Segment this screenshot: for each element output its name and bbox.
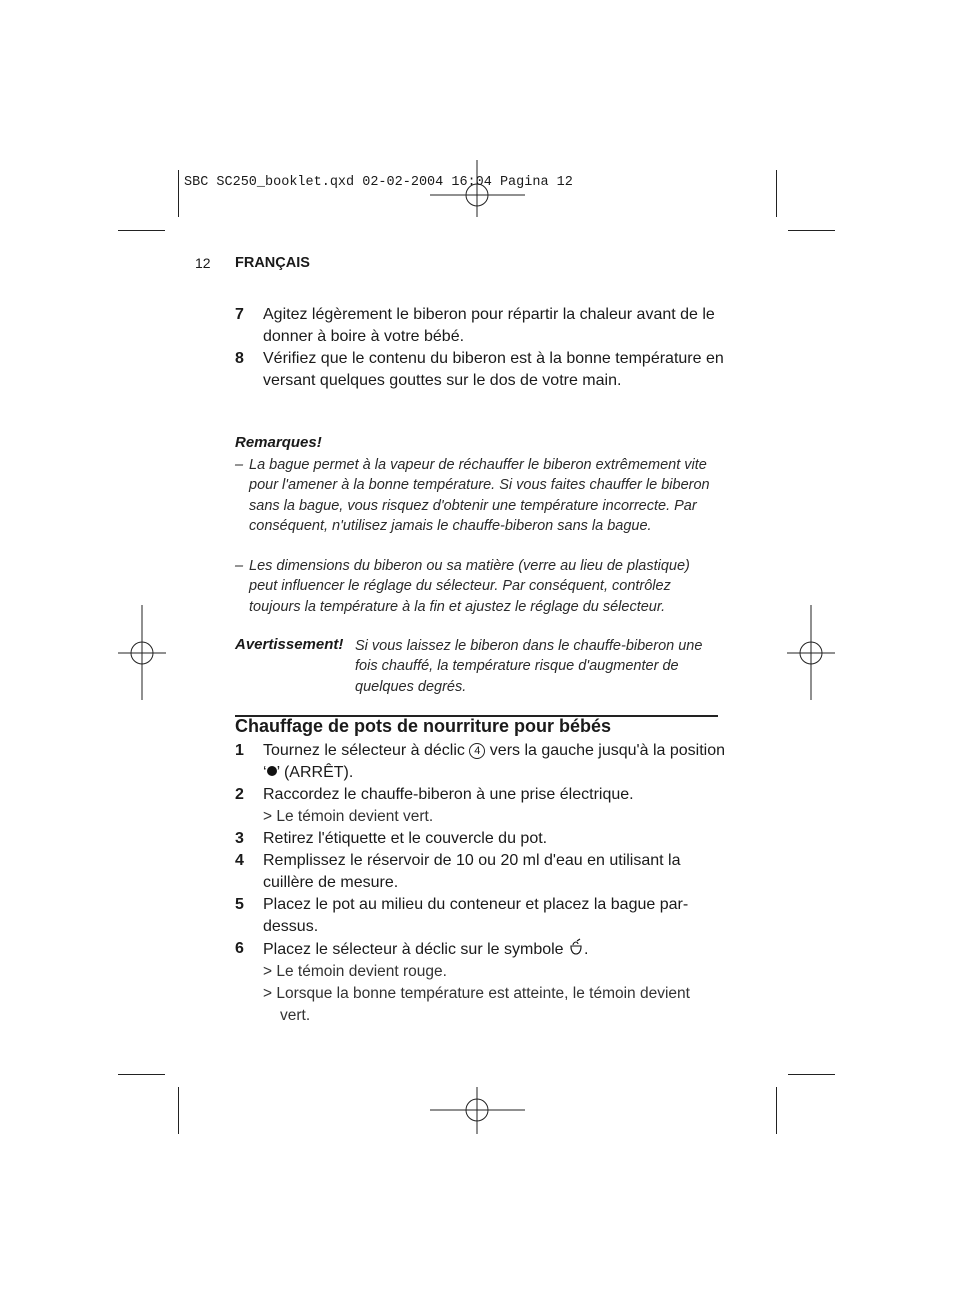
step-text-end: . (584, 941, 589, 958)
step-text: vers la gauche jusqu'à la position ‘ (263, 742, 725, 781)
warning-text: Si vous laissez le biberon dans le chauffe-biberon une fois chauffé, la température risque d'augmenter de quelques degrés. (355, 638, 703, 695)
remark-text: Les dimensions du biberon ou sa matière (verre au lieu de plastique) peut influencer le réglage du sélecteur. Par conséquent, contrôlez toujours la température à la fin et ajustez le réglage du sélecteur. (249, 558, 690, 615)
circled-number: 4 (469, 743, 485, 759)
remark-item (235, 556, 720, 617)
page-number: 12 (195, 255, 211, 271)
filled-circle-icon (267, 766, 277, 776)
step-result: > Le témoin devient rouge. (263, 963, 447, 980)
step-text: ’ (ARRÊT). (276, 764, 354, 781)
step-7 (235, 304, 725, 348)
step-1 (235, 740, 725, 784)
step-number: 2 (235, 786, 244, 803)
step-text: Tournez le sélecteur à déclic (263, 742, 465, 759)
step-text: Raccordez le chauffe-biberon à une prise électrique. (263, 786, 634, 803)
remark-item (235, 455, 720, 536)
remark-text: La bague permet à la vapeur de réchauffer le biberon extrêmement vite pour l'amener à la bonne température. Si vous faites chauffer le biberon sans la bague, vous risquez d'obtenir une température incorrecte. Par conséquent, n'utilisez jamais le chauffe-biberon sans la bague. (249, 457, 710, 534)
step-text: Vérifiez que le contenu du biberon est à la bonne température en versant quelques gouttes sur le dos de votre main. (263, 350, 724, 389)
step-2 (235, 784, 725, 806)
step-text: Retirez l'étiquette et le couvercle du pot. (263, 830, 548, 847)
step-number: 7 (235, 306, 244, 323)
step-text: Agitez légèrement le biberon pour répartir la chaleur avant de le donner à boire à votre bébé. (263, 306, 715, 345)
baby-food-jar-icon (568, 938, 584, 956)
step-5 (235, 894, 725, 938)
step-number: 3 (235, 830, 244, 847)
dash-icon: – (235, 457, 244, 473)
step-6 (235, 938, 725, 961)
step-4 (235, 850, 725, 894)
dash-icon: – (235, 558, 244, 574)
section-title: FRANÇAIS (235, 255, 310, 271)
step-text: Placez le sélecteur à déclic sur le symbole (263, 941, 564, 958)
section-heading: Chauffage de pots de nourriture pour bébés (235, 716, 612, 736)
step-result: > Lorsque la bonne température est atteinte, le témoin devient vert. (263, 985, 690, 1024)
warning-label: Avertissement! (235, 636, 344, 653)
step-text: Placez le pot au milieu du conteneur et placez la bague par-dessus. (263, 896, 689, 935)
step-number: 4 (235, 852, 244, 869)
print-slug: SBC SC250_booklet.qxd 02-02-2004 16:04 Pagina 12 (184, 175, 573, 190)
step-number: 6 (235, 940, 244, 957)
step-number: 5 (235, 896, 244, 913)
remarks-title: Remarques! (235, 434, 322, 451)
step-number: 1 (235, 742, 244, 759)
step-number: 8 (235, 350, 244, 367)
step-result: > Le témoin devient vert. (263, 808, 434, 825)
step-3 (235, 828, 725, 850)
step-text: Remplissez le réservoir de 10 ou 20 ml d'eau en utilisant la cuillère de mesure. (263, 852, 681, 891)
step-8 (235, 348, 725, 392)
